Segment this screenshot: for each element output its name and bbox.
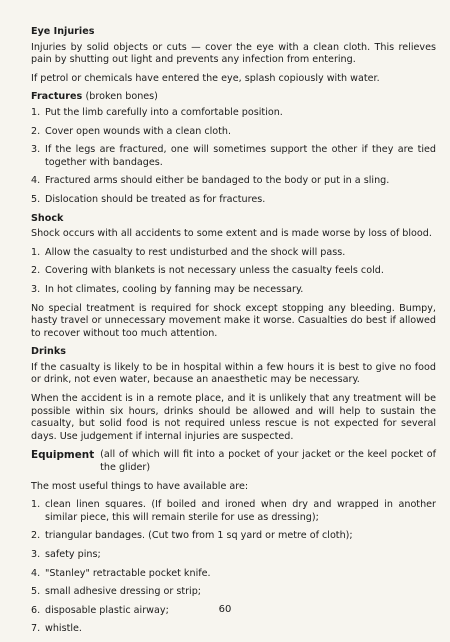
eye-injuries-section xyxy=(31,26,436,85)
list-item-number: 6. xyxy=(31,604,41,616)
fractures-list xyxy=(31,107,436,207)
list-item xyxy=(31,247,436,260)
list-item xyxy=(31,549,436,562)
eye-injuries-heading: Eye Injuries xyxy=(31,26,95,37)
equipment-list xyxy=(31,499,436,636)
page-content xyxy=(31,26,436,642)
drinks-heading: Drinks xyxy=(31,346,66,358)
shock-intro: Shock occurs with all accidents to some extent and is made worse by loss of blood. xyxy=(31,228,432,240)
list-item-text: Fractured arms should either be bandaged to the body or put in a sling. xyxy=(45,175,390,187)
list-item xyxy=(31,586,436,599)
list-item-text: whistle. xyxy=(45,623,82,635)
list-item-number: 2. xyxy=(31,530,41,542)
list-item-number: 4. xyxy=(31,567,41,579)
list-item-number: 2. xyxy=(31,125,41,137)
equipment-header xyxy=(31,449,436,474)
page-number: 60 xyxy=(218,604,232,615)
list-item xyxy=(31,284,436,297)
list-item-text: safety pins; xyxy=(45,549,101,560)
list-item-text: "Stanley" retractable pocket knife. xyxy=(45,567,211,579)
list-item-number: 4. xyxy=(31,175,41,187)
list-item xyxy=(31,126,436,139)
list-item-number: 2. xyxy=(31,265,41,277)
drinks-paragraph-2: When the accident is in a remote place, and it is unlikely that any treatment will be possible within six hours, drinks should be allowed and will help to sustain the casualty, but solid food is not required unless rescue is not expected for several days. Use judgement if internal injuries are suspected. xyxy=(31,393,436,442)
list-item-text: Put the limb carefully into a comfortable position. xyxy=(45,106,283,118)
list-item xyxy=(31,530,436,543)
list-item-number: 3. xyxy=(31,283,41,295)
eye-injuries-paragraph-1: Injuries by solid objects or cuts — cover the eye with a clean cloth. This relieves pain by shutting out light and prevents any infection from entering. xyxy=(31,41,436,66)
shock-outro: No special treatment is required for shock except stopping any bleeding. Bumpy, hasty travel or unnecessary movement make it worse. Casualties do best if allowed to recover without too much attention. xyxy=(31,302,436,339)
list-item-number: 3. xyxy=(31,144,41,156)
list-item-text: clean linen squares. (If boiled and ironed when dry and wrapped in another similar piece, this will remain sterile for use as dressing); xyxy=(45,499,436,523)
fractures-subtitle: (broken bones) xyxy=(85,91,158,103)
list-item-number: 5. xyxy=(31,586,41,598)
list-item-text: Dislocation should be treated as for fractures. xyxy=(45,193,266,205)
list-item-text: Covering with blankets is not necessary unless the casualty feels cold. xyxy=(45,265,384,277)
list-item xyxy=(31,175,436,188)
list-item-text: small adhesive dressing or strip; xyxy=(45,586,202,598)
list-item-number: 1. xyxy=(31,246,41,258)
list-item-text: If the legs are fractured, one will sometimes support the other if they are tied together with bandages. xyxy=(45,144,436,168)
fractures-section xyxy=(31,91,436,206)
list-item-number: 5. xyxy=(31,193,41,205)
eye-injuries-paragraph-2: If petrol or chemicals have entered the eye, splash copiously with water. xyxy=(31,72,380,84)
list-item xyxy=(31,107,436,120)
list-item-text: triangular bandages. (Cut two from 1 sq yard or metre of cloth); xyxy=(45,530,353,542)
shock-section xyxy=(31,213,436,341)
equipment-heading: Equipment xyxy=(31,449,95,462)
equipment-description: (all of which will fit into a pocket of your jacket or the keel pocket of the glider) xyxy=(100,449,436,474)
list-item xyxy=(31,144,436,169)
equipment-intro: The most useful things to have available are: xyxy=(31,480,249,492)
shock-list xyxy=(31,247,436,297)
shock-heading: Shock xyxy=(31,212,64,224)
drinks-paragraph-1: If the casualty is likely to be in hospital within a few hours it is best to give no food or drink, not even water, because an anaesthetic may be necessary. xyxy=(31,361,436,386)
list-item-text: Allow the casualty to rest undisturbed and the shock will pass. xyxy=(45,246,346,258)
fractures-heading xyxy=(31,91,436,104)
list-item xyxy=(31,265,436,278)
list-item-text: disposable plastic airway; xyxy=(45,604,169,616)
list-item-text: In hot climates, cooling by fanning may be necessary. xyxy=(45,283,304,295)
list-item-number: 3. xyxy=(31,549,41,560)
list-item-number: 7. xyxy=(31,623,41,635)
drinks-section xyxy=(31,346,436,443)
list-item-number: 1. xyxy=(31,106,41,118)
fractures-title: Fractures xyxy=(31,91,83,103)
list-item-text: Cover open wounds with a clean cloth. xyxy=(45,125,232,137)
list-item xyxy=(31,194,436,207)
list-item xyxy=(31,568,436,581)
list-item-number: 1. xyxy=(31,499,41,511)
list-item xyxy=(31,499,436,524)
